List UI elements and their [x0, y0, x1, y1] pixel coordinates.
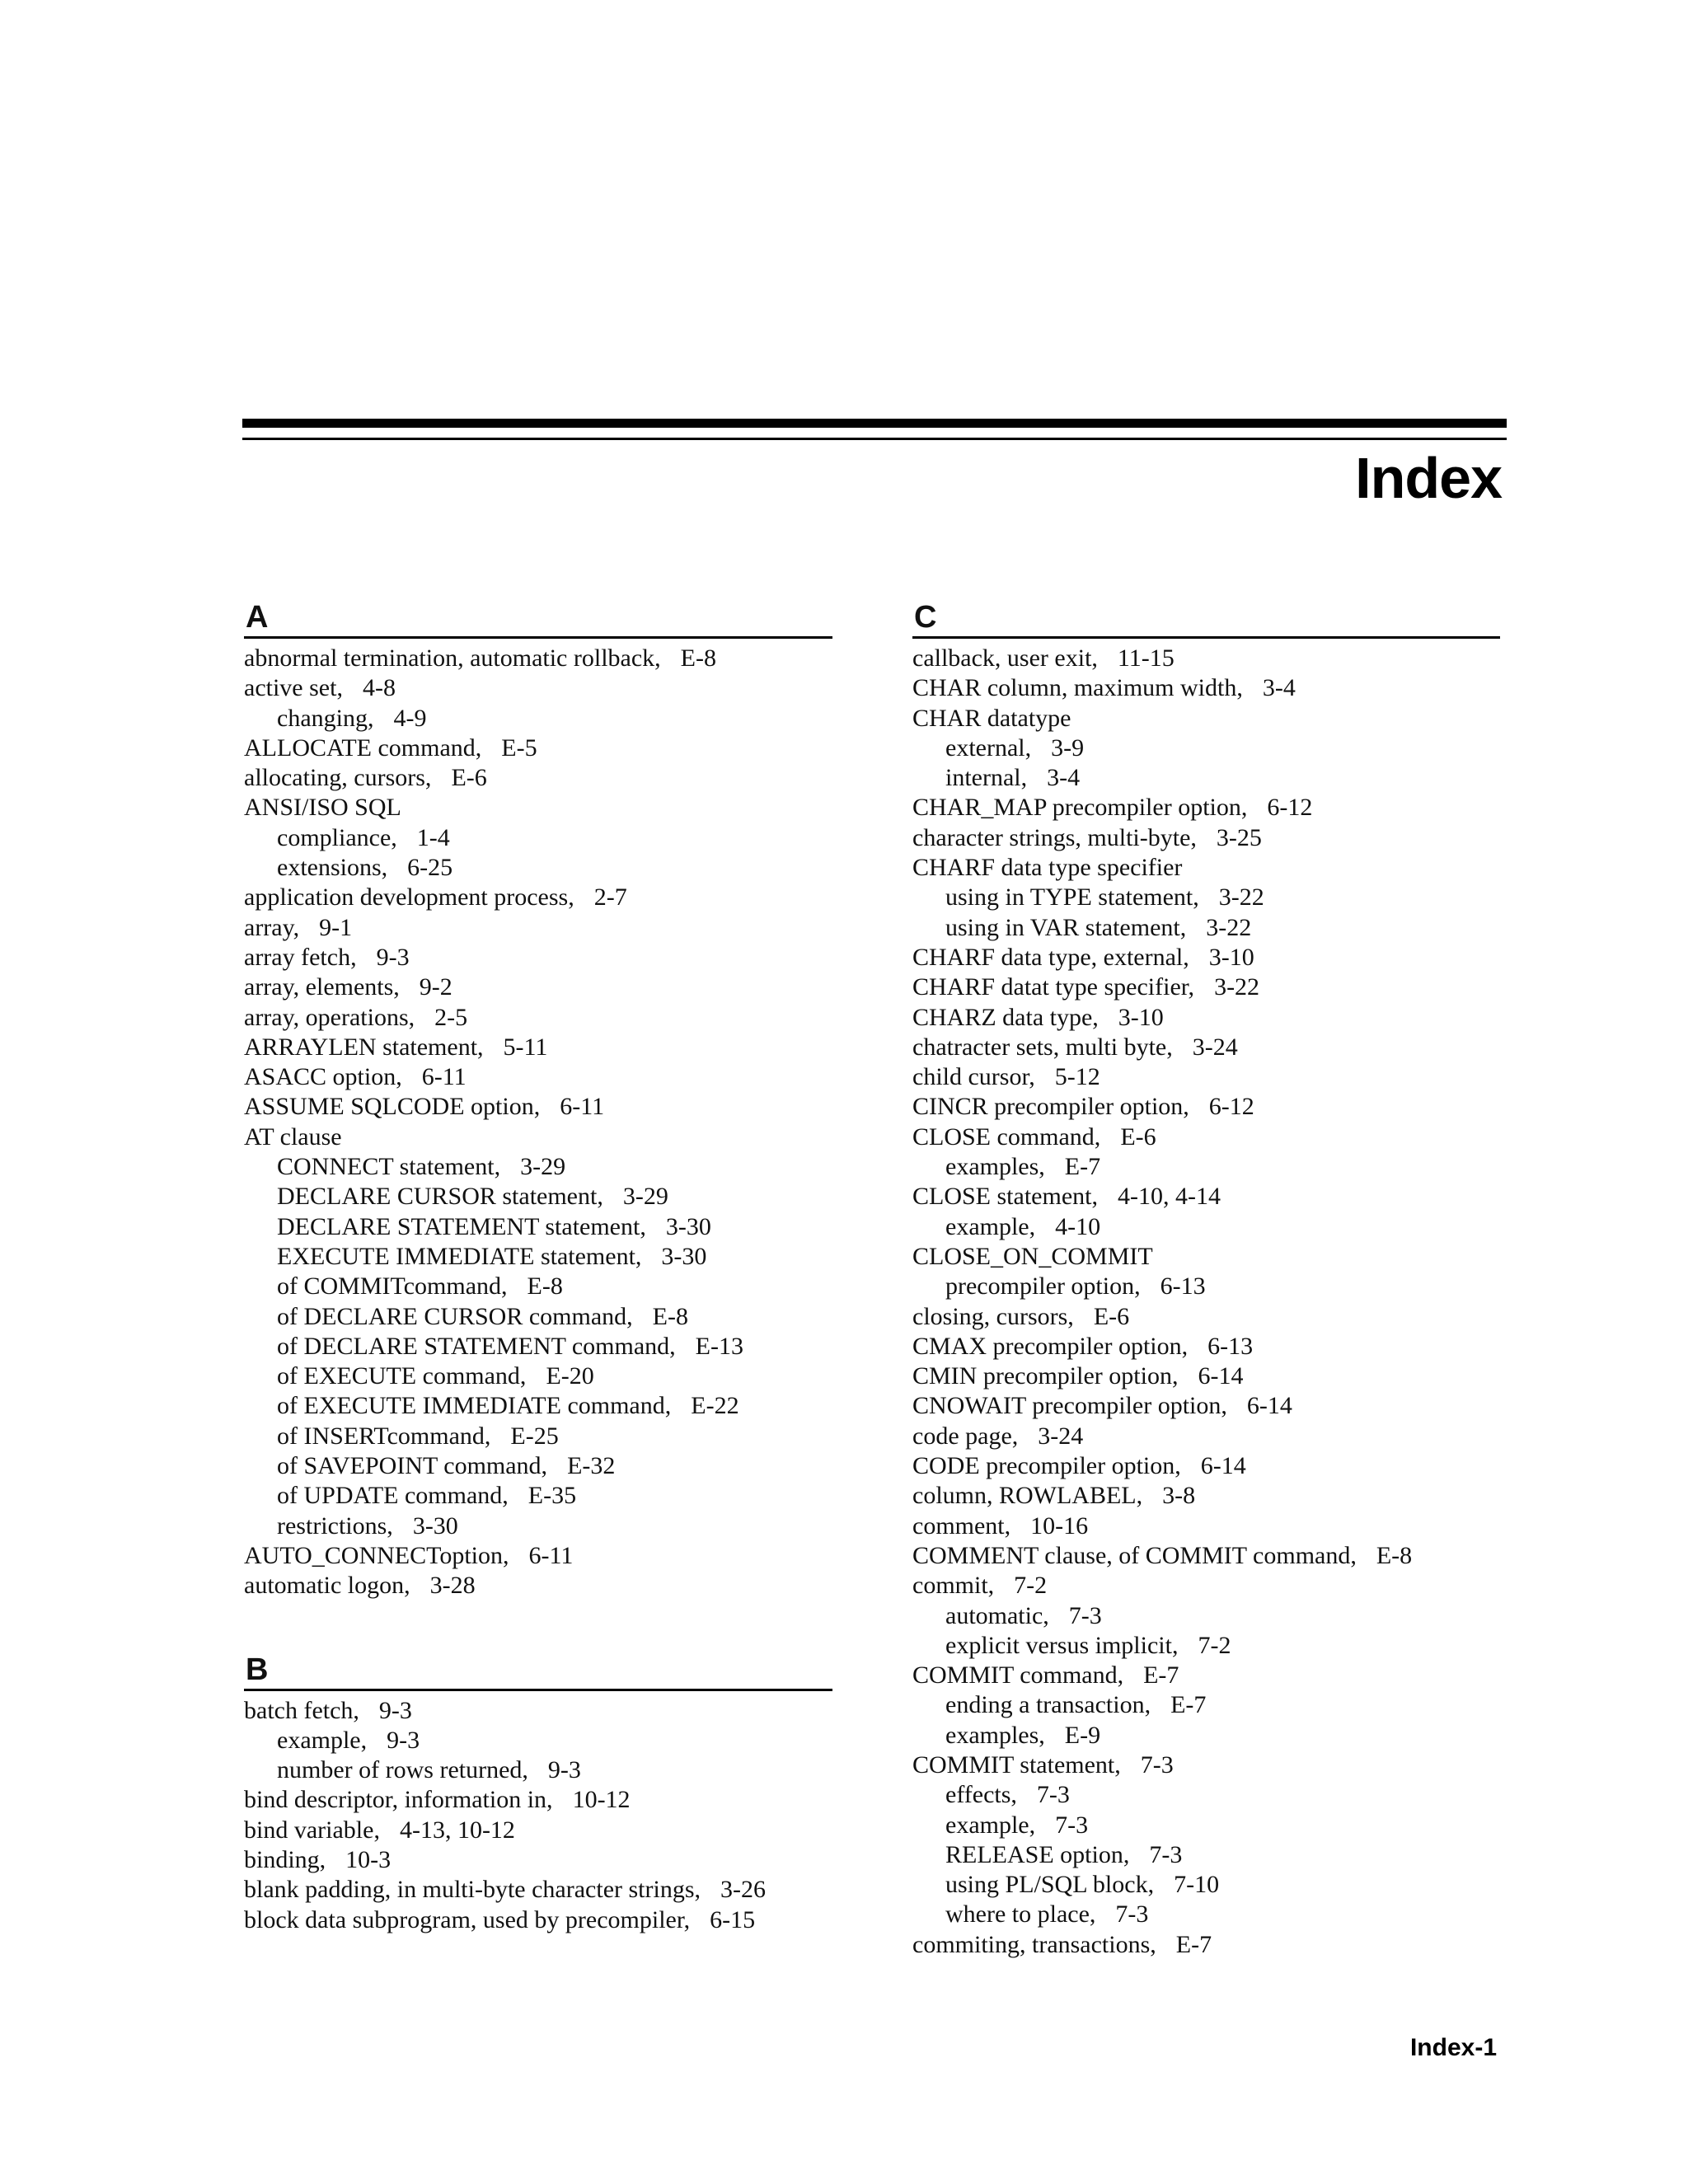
- index-subentry: [244, 1422, 832, 1451]
- index-entry: [244, 1062, 832, 1092]
- index-subentry: [244, 1726, 832, 1755]
- entry-page-ref: 3-10: [1208, 943, 1254, 971]
- section-heading-c: C: [912, 598, 1500, 639]
- entry-term: ALLOCATE command,: [244, 733, 482, 762]
- index-subentry: [244, 853, 832, 883]
- index-subentry: [912, 1900, 1500, 1929]
- entry-page-ref: E-25: [510, 1422, 559, 1450]
- index-subentry: [912, 763, 1500, 793]
- entry-term: active set,: [244, 674, 343, 702]
- entry-list-b: [244, 1696, 832, 1935]
- entry-term: abnormal termination, automatic rollback,: [244, 644, 661, 672]
- entry-term: comment,: [912, 1511, 1011, 1540]
- entry-page-ref: 7-2: [1198, 1631, 1231, 1659]
- section-heading-a: A: [244, 598, 832, 639]
- entry-page-ref: 10-16: [1030, 1511, 1089, 1540]
- entry-page-ref: 7-3: [1140, 1750, 1174, 1779]
- index-subentry: [912, 1870, 1500, 1900]
- index-entry: [912, 943, 1500, 972]
- entry-term: COMMIT command,: [912, 1661, 1124, 1690]
- index-section-a: [244, 598, 832, 1601]
- index-subentry: [244, 1755, 832, 1785]
- entry-page-ref: 3-22: [1218, 883, 1264, 912]
- entry-page-ref: 6-25: [407, 854, 453, 882]
- entry-term: using PL/SQL block,: [945, 1871, 1155, 1899]
- entry-term: automatic logon,: [244, 1572, 410, 1600]
- index-entry: [912, 1481, 1500, 1511]
- index-entry: [244, 1845, 832, 1875]
- entry-term: commit,: [912, 1572, 995, 1600]
- index-subentry: [244, 1332, 832, 1361]
- entry-term: CODE precompiler option,: [912, 1452, 1181, 1480]
- entry-page-ref: 4-10: [1055, 1212, 1101, 1240]
- entry-page-ref: 9-3: [547, 1756, 581, 1784]
- entry-page-ref: 6-14: [1200, 1452, 1246, 1480]
- index-subentry: [912, 1780, 1500, 1810]
- entry-term: chatracter sets, multi byte,: [912, 1033, 1173, 1061]
- entry-term: callback, user exit,: [912, 644, 1098, 672]
- entry-term: CHAR datatype: [912, 704, 1071, 732]
- entry-page-ref: 6-15: [710, 1905, 756, 1933]
- index-entry: [912, 1361, 1500, 1391]
- entry-term: CLOSE statement,: [912, 1183, 1098, 1211]
- entry-term: EXECUTE IMMEDIATE statement,: [277, 1242, 642, 1270]
- entry-page-ref: 9-2: [419, 973, 452, 1001]
- entry-page-ref: E-6: [1093, 1302, 1130, 1330]
- entry-term: using in VAR statement,: [945, 913, 1187, 941]
- index-subentry: [912, 1272, 1500, 1301]
- index-entry: [244, 883, 832, 912]
- entry-term: effects,: [945, 1781, 1017, 1809]
- entry-page-ref: 6-12: [1267, 794, 1313, 822]
- entry-term: column, ROWLABEL,: [912, 1482, 1143, 1510]
- title-rule-thin: [242, 438, 1507, 440]
- entry-page-ref: 2-7: [593, 883, 627, 912]
- entry-term: CHARF data type specifier: [912, 854, 1183, 882]
- index-entry: [912, 1451, 1500, 1481]
- entry-page-ref: 7-3: [1149, 1840, 1183, 1868]
- entry-term: CLOSE_ON_COMMIT: [912, 1242, 1153, 1270]
- index-entry: [912, 1571, 1500, 1601]
- entry-page-ref: 9-3: [376, 943, 410, 971]
- entry-page-ref: E-13: [695, 1332, 743, 1360]
- index-subentry: [244, 1361, 832, 1391]
- index-entry: [244, 1696, 832, 1726]
- entry-page-ref: 3-8: [1162, 1482, 1196, 1510]
- index-subentry: [244, 1481, 832, 1511]
- entry-term: RELEASE option,: [945, 1840, 1130, 1868]
- entry-page-ref: E-7: [1064, 1153, 1101, 1181]
- entry-term: example,: [277, 1726, 368, 1754]
- entry-page-ref: 5-11: [503, 1033, 548, 1061]
- entry-page-ref: E-8: [652, 1302, 688, 1330]
- index-entry: [912, 1182, 1500, 1212]
- entry-term: commiting, transactions,: [912, 1930, 1156, 1958]
- index-entry: [912, 1003, 1500, 1033]
- entry-term: CLOSE command,: [912, 1122, 1101, 1151]
- title-rule-thick: [242, 419, 1507, 428]
- index-subentry: [244, 1152, 832, 1182]
- entry-term: CHARF data type, external,: [912, 943, 1189, 971]
- entry-term: of EXECUTE command,: [277, 1362, 527, 1390]
- entry-term: COMMENT clause, of COMMIT command,: [912, 1541, 1357, 1569]
- entry-page-ref: E-8: [1376, 1541, 1413, 1569]
- index-entry: [912, 1092, 1500, 1122]
- index-subentry: [244, 1302, 832, 1332]
- entry-page-ref: 10-12: [572, 1786, 631, 1814]
- entry-list-a: [244, 644, 832, 1601]
- entry-term: CNOWAIT precompiler option,: [912, 1392, 1227, 1420]
- entry-term: ending a transaction,: [945, 1691, 1151, 1719]
- index-entry: [912, 1033, 1500, 1062]
- index-subentry: [912, 1601, 1500, 1631]
- entry-page-ref: E-22: [691, 1392, 739, 1420]
- entry-term: extensions,: [277, 854, 388, 882]
- entry-term: of EXECUTE IMMEDIATE command,: [277, 1392, 672, 1420]
- entry-page-ref: E-6: [1120, 1122, 1156, 1151]
- entry-page-ref: 7-3: [1036, 1781, 1070, 1809]
- entry-page-ref: 3-26: [720, 1876, 767, 1904]
- entry-term: ANSI/ISO SQL: [244, 794, 401, 822]
- index-subentry: [244, 1242, 832, 1272]
- index-subentry: [912, 733, 1500, 763]
- entry-term: bind descriptor, information in,: [244, 1786, 553, 1814]
- entry-term: CINCR precompiler option,: [912, 1093, 1189, 1121]
- entry-term: explicit versus implicit,: [945, 1631, 1179, 1659]
- entry-term: allocating, cursors,: [244, 764, 432, 792]
- entry-page-ref: 9-3: [378, 1696, 412, 1724]
- entry-term: example,: [945, 1212, 1036, 1240]
- entry-page-ref: 3-25: [1216, 823, 1262, 851]
- entry-term: number of rows returned,: [277, 1756, 528, 1784]
- index-subentry: [244, 1212, 832, 1242]
- index-entry: [244, 972, 832, 1002]
- entry-page-ref: 6-14: [1246, 1392, 1292, 1420]
- index-entry: [912, 704, 1500, 733]
- entry-term: ASACC option,: [244, 1063, 402, 1091]
- entry-page-ref: 3-4: [1047, 764, 1081, 792]
- entry-page-ref: 3-22: [1206, 913, 1252, 941]
- entry-page-ref: 6-14: [1198, 1362, 1244, 1390]
- entry-term: application development process,: [244, 883, 574, 912]
- entry-page-ref: 2-5: [434, 1003, 468, 1031]
- entry-page-ref: E-7: [1143, 1661, 1179, 1690]
- index-entry: [244, 913, 832, 943]
- entry-term: DECLARE CURSOR statement,: [277, 1183, 603, 1211]
- entry-term: CMAX precompiler option,: [912, 1332, 1189, 1360]
- entry-page-ref: 6-13: [1207, 1332, 1254, 1360]
- index-entry: [912, 972, 1500, 1002]
- entry-page-ref: E-7: [1170, 1691, 1207, 1719]
- entry-page-ref: 4-8: [362, 674, 396, 702]
- entry-term: CHARZ data type,: [912, 1003, 1099, 1031]
- index-entry: [244, 673, 832, 703]
- entry-page-ref: E-6: [451, 764, 487, 792]
- entry-term: internal,: [945, 764, 1028, 792]
- index-entry: [912, 823, 1500, 853]
- entry-page-ref: 5-12: [1054, 1063, 1100, 1091]
- entry-page-ref: 10-3: [345, 1845, 392, 1873]
- page-title: Index: [1355, 446, 1502, 510]
- entry-page-ref: E-32: [567, 1452, 616, 1480]
- index-subentry: [912, 1721, 1500, 1750]
- entry-term: using in TYPE statement,: [945, 883, 1199, 912]
- index-subentry: [912, 1152, 1500, 1182]
- index-subentry: [244, 1182, 832, 1212]
- entry-page-ref: E-8: [527, 1272, 563, 1301]
- entry-page-ref: 3-30: [661, 1242, 707, 1270]
- index-column-left: [244, 598, 832, 1935]
- entry-page-ref: 9-3: [387, 1726, 420, 1754]
- index-entry: [912, 1242, 1500, 1272]
- index-entry: [912, 673, 1500, 703]
- entry-term: array, elements,: [244, 973, 400, 1001]
- entry-page-ref: 3-30: [665, 1212, 711, 1240]
- index-entry: [244, 1785, 832, 1815]
- index-subentry: [912, 1631, 1500, 1661]
- index-entry: [244, 1092, 832, 1122]
- index-subentry: [244, 1511, 832, 1541]
- entry-term: code page,: [912, 1422, 1019, 1450]
- index-entry: [912, 1541, 1500, 1571]
- index-entry: [244, 763, 832, 793]
- index-entry: [912, 1332, 1500, 1361]
- index-entry: [244, 733, 832, 763]
- entry-page-ref: 3-29: [520, 1153, 566, 1181]
- entry-page-ref: 7-3: [1115, 1900, 1149, 1929]
- index-subentry: [244, 1451, 832, 1481]
- entry-page-ref: E-5: [501, 733, 537, 762]
- entry-term: examples,: [945, 1721, 1045, 1749]
- index-entry: [244, 1122, 832, 1152]
- entry-page-ref: 3-24: [1192, 1033, 1238, 1061]
- entry-term: automatic,: [945, 1601, 1049, 1629]
- entry-term: block data subprogram, used by precompiler,: [244, 1905, 691, 1933]
- index-entry: [912, 1750, 1500, 1780]
- index-entry: [912, 853, 1500, 883]
- entry-page-ref: 3-24: [1038, 1422, 1084, 1450]
- index-subentry: [912, 883, 1500, 912]
- index-entry: [244, 644, 832, 673]
- entry-page-ref: 3-30: [412, 1511, 458, 1540]
- entry-page-ref: E-35: [528, 1482, 577, 1510]
- index-entry: [912, 793, 1500, 823]
- entry-page-ref: E-7: [1175, 1930, 1212, 1958]
- entry-term: restrictions,: [277, 1511, 393, 1540]
- entry-page-ref: 6-11: [528, 1541, 574, 1569]
- entry-page-ref: E-9: [1064, 1721, 1101, 1749]
- index-entry: [244, 1541, 832, 1571]
- entry-term: of COMMITcommand,: [277, 1272, 508, 1301]
- index-entry: [244, 1003, 832, 1033]
- index-entry: [244, 1571, 832, 1601]
- entry-page-ref: 6-12: [1208, 1093, 1254, 1121]
- entry-term: CHARF datat type specifier,: [912, 973, 1195, 1001]
- entry-term: compliance,: [277, 823, 397, 851]
- index-subentry: [912, 913, 1500, 943]
- index-entry: [912, 644, 1500, 673]
- entry-term: CMIN precompiler option,: [912, 1362, 1179, 1390]
- index-entry: [912, 1062, 1500, 1092]
- entry-term: AT clause: [244, 1122, 342, 1151]
- entry-term: of DECLARE CURSOR command,: [277, 1302, 633, 1330]
- entry-term: of DECLARE STATEMENT command,: [277, 1332, 676, 1360]
- entry-term: array, operations,: [244, 1003, 415, 1031]
- entry-term: closing, cursors,: [912, 1302, 1074, 1330]
- entry-page-ref: 3-28: [429, 1572, 476, 1600]
- index-subentry: [912, 1840, 1500, 1870]
- index-entry: [912, 1930, 1500, 1960]
- entry-term: DECLARE STATEMENT statement,: [277, 1212, 646, 1240]
- entry-term: precompiler option,: [945, 1272, 1141, 1301]
- index-subentry: [244, 1272, 832, 1301]
- index-subentry: [244, 704, 832, 733]
- entry-page-ref: 7-10: [1174, 1871, 1220, 1899]
- entry-page-ref: 4-13, 10-12: [399, 1816, 515, 1844]
- index-subentry: [912, 1690, 1500, 1720]
- entry-term: binding,: [244, 1845, 326, 1873]
- entry-term: array,: [244, 913, 300, 941]
- entry-term: blank padding, in multi-byte character strings,: [244, 1876, 701, 1904]
- entry-page-ref: 4-10, 4-14: [1117, 1183, 1221, 1211]
- entry-term: child cursor,: [912, 1063, 1035, 1091]
- entry-page-ref: 6-13: [1160, 1272, 1206, 1301]
- entry-page-ref: 3-4: [1262, 674, 1296, 702]
- entry-page-ref: 7-2: [1014, 1572, 1048, 1600]
- entry-page-ref: 3-22: [1214, 973, 1260, 1001]
- entry-term: CONNECT statement,: [277, 1153, 501, 1181]
- index-subentry: [244, 823, 832, 853]
- entry-page-ref: 1-4: [416, 823, 450, 851]
- entry-term: external,: [945, 733, 1032, 762]
- entry-term: CHAR column, maximum width,: [912, 674, 1243, 702]
- entry-term: character strings, multi-byte,: [912, 823, 1197, 851]
- index-subentry: [912, 1212, 1500, 1242]
- index-section-c: [912, 598, 1500, 1960]
- index-entry: [912, 1661, 1500, 1690]
- entry-page-ref: 9-1: [319, 913, 353, 941]
- index-entry: [912, 1122, 1500, 1152]
- entry-term: array fetch,: [244, 943, 357, 971]
- entry-page-ref: 11-15: [1117, 644, 1175, 672]
- index-subentry: [244, 1391, 832, 1421]
- entry-list-c: [912, 644, 1500, 1960]
- entry-page-ref: 6-11: [421, 1063, 467, 1091]
- entry-page-ref: 7-3: [1055, 1811, 1089, 1839]
- entry-page-ref: E-8: [680, 644, 716, 672]
- entry-page-ref: 3-9: [1051, 733, 1085, 762]
- entry-page-ref: 3-10: [1118, 1003, 1164, 1031]
- index-entry: [912, 1422, 1500, 1451]
- section-heading-b: B: [244, 1651, 832, 1691]
- entry-page-ref: 6-11: [560, 1093, 605, 1121]
- index-entry: [912, 1511, 1500, 1541]
- entry-term: ARRAYLEN statement,: [244, 1033, 484, 1061]
- entry-term: examples,: [945, 1153, 1045, 1181]
- entry-term: AUTO_CONNECToption,: [244, 1541, 509, 1569]
- entry-term: changing,: [277, 704, 374, 732]
- index-entry: [912, 1391, 1500, 1421]
- entry-page-ref: 7-3: [1068, 1601, 1102, 1629]
- entry-page-ref: 3-29: [622, 1183, 668, 1211]
- entry-page-ref: 4-9: [393, 704, 427, 732]
- entry-term: of SAVEPOINT command,: [277, 1452, 548, 1480]
- index-entry: [244, 1816, 832, 1845]
- page-number: Index-1: [1409, 2034, 1497, 2061]
- entry-term: of UPDATE command,: [277, 1482, 509, 1510]
- index-subentry: [912, 1811, 1500, 1840]
- entry-term: of INSERTcommand,: [277, 1422, 491, 1450]
- entry-term: where to place,: [945, 1900, 1096, 1929]
- entry-term: COMMIT statement,: [912, 1750, 1121, 1779]
- entry-term: bind variable,: [244, 1816, 380, 1844]
- index-entry: [244, 1875, 832, 1905]
- index-entry: [244, 1033, 832, 1062]
- index-entry: [244, 943, 832, 972]
- entry-term: CHAR_MAP precompiler option,: [912, 794, 1248, 822]
- entry-term: example,: [945, 1811, 1036, 1839]
- entry-term: batch fetch,: [244, 1696, 359, 1724]
- index-section-b: [244, 1651, 832, 1935]
- index-entry: [244, 793, 832, 823]
- index-entry: [912, 1302, 1500, 1332]
- entry-page-ref: E-20: [546, 1362, 594, 1390]
- index-entry: [244, 1905, 832, 1935]
- entry-term: ASSUME SQLCODE option,: [244, 1093, 541, 1121]
- index-column-right: [912, 598, 1500, 1960]
